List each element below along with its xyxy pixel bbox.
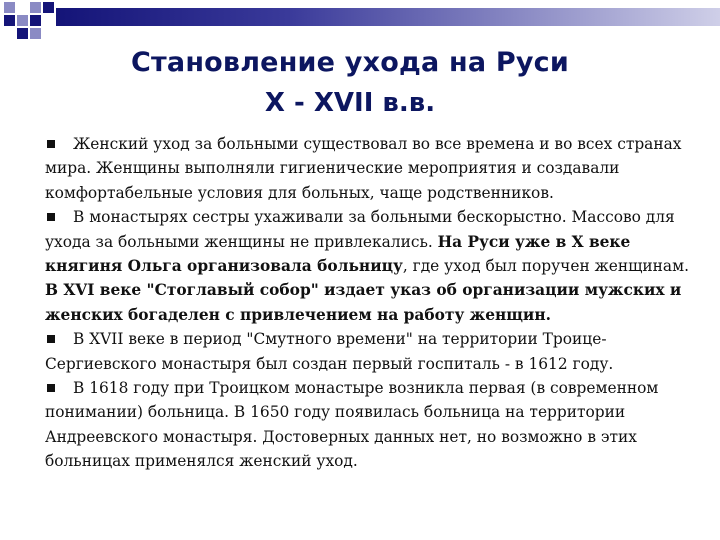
decor-square-1 bbox=[4, 2, 15, 13]
decor-square-8 bbox=[17, 28, 28, 39]
paragraph-3-text: В XVII веке в период "Смутного времени" на территории Троице-Сергиевского монастыря был создан первый госпиталь - в 1612 году. bbox=[45, 330, 614, 373]
bullet-paragraph-3 bbox=[45, 327, 695, 376]
decor-square-5 bbox=[4, 15, 15, 26]
bullet-square-icon bbox=[47, 335, 55, 343]
header-gradient-bar bbox=[56, 8, 720, 26]
paragraph-2-bold-b: В XVI веке "Стоглавый собор" издает указ об организации мужских и женских богаделен с привлечением на работу женщин. bbox=[45, 281, 682, 324]
decor-square-9 bbox=[30, 28, 41, 39]
paragraph-1-text: Женский уход за больными существовал во все времена и во всех странах мира. Женщины выполняли гигиенические мероприятия и создавали комфортабельные условия для больных, чаще родственников. bbox=[45, 135, 682, 202]
decor-square-4 bbox=[43, 2, 54, 13]
decor-square-3 bbox=[30, 2, 41, 13]
bullet-paragraph-1 bbox=[45, 132, 695, 205]
paragraph-4-text: В 1618 году при Троицком монастыре возникла первая (в современном понимании) больница. В 1650 году появилась больница на территории Андреевского монастыря. Достоверных данных нет, но возможно в этих больницах применялся женский уход. bbox=[45, 379, 659, 471]
paragraph-2-text-a: В монастырях сестры ухаживали за больными бескорыстно. Массово для ухода за больными женщины не привлекались. bbox=[45, 208, 675, 251]
paragraph-2-bold-a: На Руси уже в X веке княгиня Ольга организовала больницу bbox=[45, 232, 631, 276]
slide-body bbox=[45, 132, 695, 474]
bullet-square-icon bbox=[47, 384, 55, 392]
bullet-paragraph-4 bbox=[45, 376, 695, 474]
paragraph-2-text-b: , где уход был поручен женщинам. bbox=[402, 257, 689, 276]
bullet-paragraph-2 bbox=[45, 205, 695, 327]
bullet-square-icon bbox=[47, 213, 55, 221]
slide-title-line2: X - XVII в.в. bbox=[264, 88, 436, 118]
slide-title-line1: Становление ухода на Руси bbox=[131, 47, 569, 78]
decor-square-7 bbox=[30, 15, 41, 26]
decor-square-6 bbox=[17, 15, 28, 26]
decor-square-2 bbox=[17, 2, 30, 15]
bullet-square-icon bbox=[47, 140, 55, 148]
